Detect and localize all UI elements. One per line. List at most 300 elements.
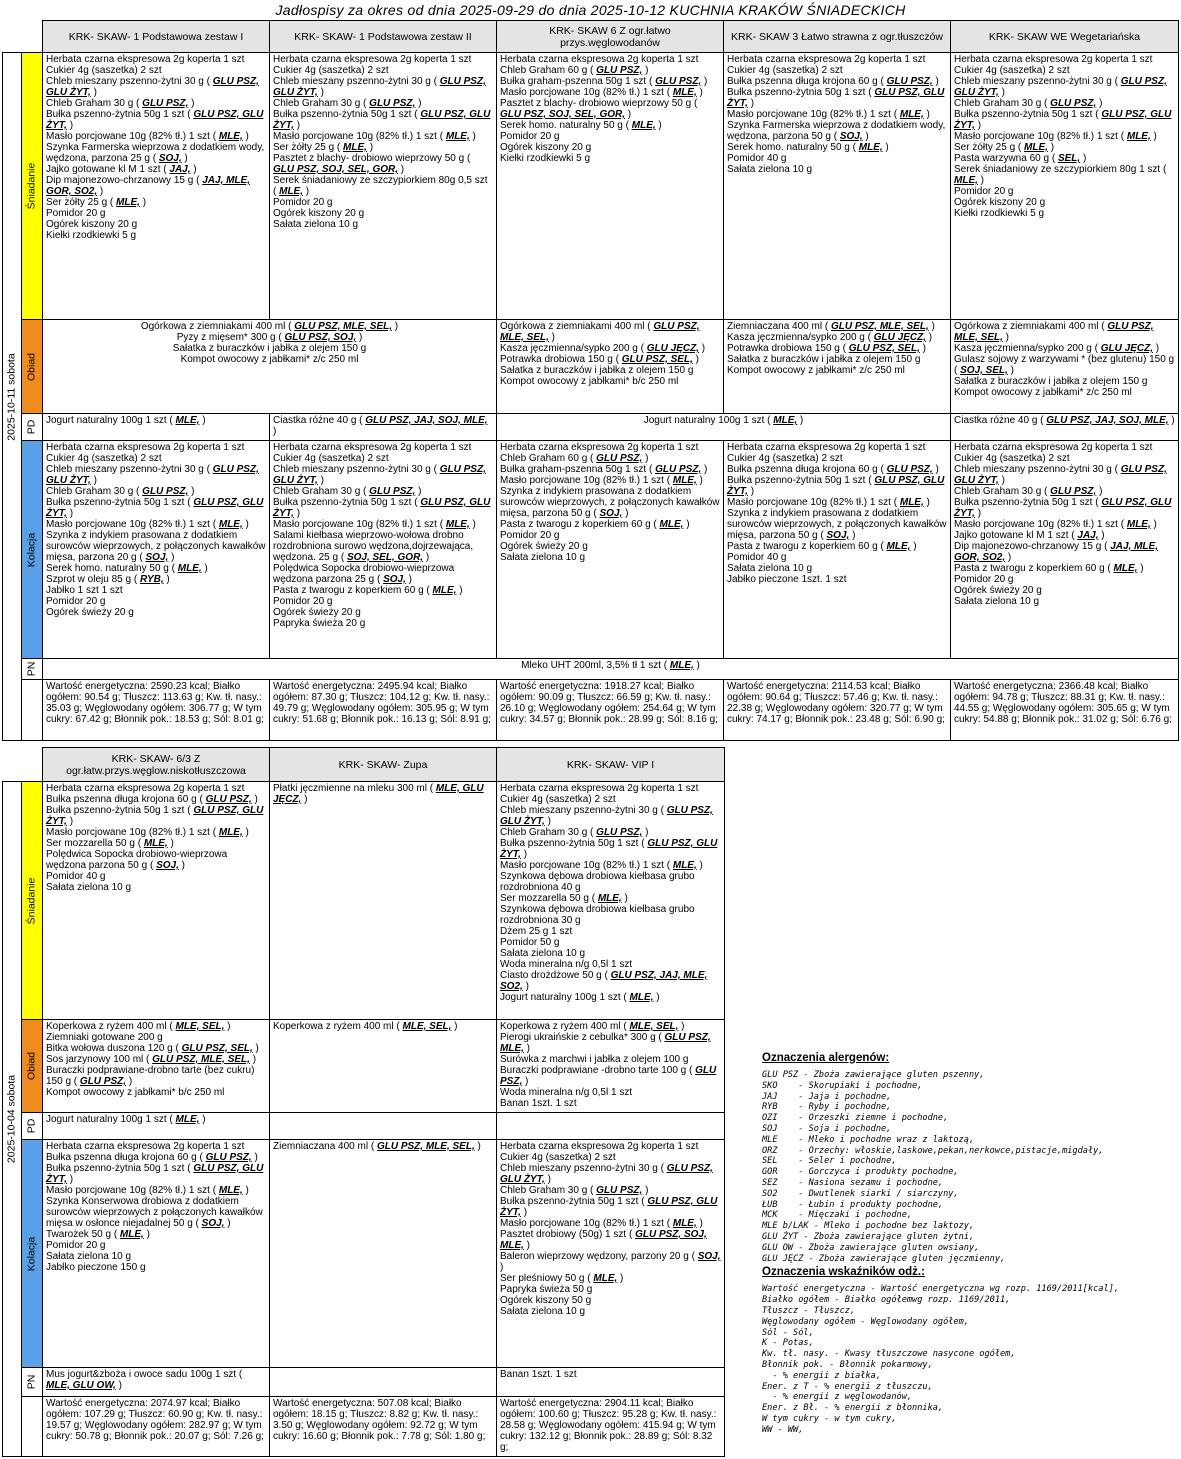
menu-item: Herbata czarna ekspresowa 2g koperta 1 szt: [500, 783, 699, 794]
allergen-codes: MLE,: [1024, 142, 1048, 153]
menu-item: Kompot owocowy z jabłkami* b/c 250 ml: [500, 376, 679, 387]
allergen-codes: GLU PSZ, SOJ, SEL, GOR,: [273, 164, 399, 175]
menu-item: Ogórkowa z ziemniakami 400 ml ( GLU PSZ, MLE, SEL, ): [500, 321, 700, 343]
menu-item: Chleb Graham 30 g ( GLU PSZ, ): [954, 486, 1103, 497]
menu-item: Dip majonezowo-chrzanowy 15 g ( JAJ, MLE, GOR, SO2, ): [954, 541, 1158, 563]
allergen-codes: GLU PSZ,: [596, 65, 643, 76]
legend-entry: GLU JĘCZ - Zboża zawierające gluten jęczmienny,: [762, 1253, 1006, 1264]
menu-item: Masło porcjowane 10g (82% tł.) 1 szt ( MLE, ): [46, 1185, 249, 1196]
legend-entry: Węglowodany ogółem - Węglowodany ogółem,: [762, 1316, 969, 1327]
menu-item: Kasza jęczmienna/sypko 200 g ( GLU JĘCZ, ): [954, 343, 1160, 354]
menu-item: Pomidor 20 g: [46, 208, 106, 219]
menu-item: Bułka pszenno-żytnia 50g 1 szt ( GLU PSZ, GLU ŻYT, ): [727, 475, 945, 497]
allergen-codes: GLU PSZ, JAJ, MLE, SO2,: [500, 970, 708, 992]
menu-cell: [951, 53, 1179, 320]
allergen-codes: MLE,: [672, 1218, 697, 1229]
menu-item: Sałatka z buraczków i jabłka z olejem 150 g: [500, 365, 694, 376]
meal-label-pn: PN: [22, 1368, 43, 1397]
menu-item: Masło porcjowane 10g (82% tł.) 1 szt ( MLE, ): [954, 519, 1157, 530]
menu-item: Kiełki rzodkiewki 5 g: [46, 230, 137, 241]
menu-item: Kompot owocowy z jabłkami* b/c 250 ml: [46, 1087, 225, 1098]
nutrition-summary: Wartość energetyczna: 2114.53 kcal; Białko ogółem: 90.64 g; Tłuszcz: 57.46 g; Kw. tł. nasy.: 22.38 g; Węglowodany ogółem: 320.77 g; W tym cukry: 74.17 g; Błonnik pok.: 23.48 g; Sól: 6.90 g;: [724, 680, 951, 741]
allergen-codes: GLU PSZ,: [1050, 486, 1097, 497]
menu-item: Masło porcjowane 10g (82% tł.) 1 szt ( MLE, ): [273, 131, 476, 142]
menu-cell: [270, 1113, 497, 1140]
legend-entry: Białko ogółem - Białko ogółemwg rozp. 1169/2011,: [762, 1295, 1011, 1306]
menu-item: Cukier 4g (saszetka) 2 szt: [954, 65, 1070, 76]
nutrition-summary: Wartość energetyczna: 1918.27 kcal; Białko ogółem: 90.09 g; Tłuszcz: 66.59 g; Kw. tł. nasy.: 26.10 g; Węglowodany ogółem: 254.64 g; W tym cukry: 34.57 g; Błonnik pok.: 28.99 g; Sól: 8.16 g;: [497, 680, 724, 741]
menu-item: Szprot w oleju 85 g ( RYB, ): [46, 574, 170, 585]
menu-item: Serek śniadaniowy ze szczypiorkiem 80g 0,5 szt ( MLE, ): [273, 175, 488, 197]
menu-item: Cukier 4g (saszetka) 2 szt: [500, 794, 616, 805]
menu-item: Buraczki podprawiane-drobno tarte (bez cukru) 150 g ( GLU PSZ, ): [46, 1065, 255, 1087]
allergen-codes: MLE,: [218, 131, 243, 142]
menu-cell: [270, 414, 497, 441]
menu-item: Masło porcjowane 10g (82% tł.) 1 szt ( MLE, ): [500, 860, 703, 871]
allergen-codes: MLE,: [659, 519, 684, 530]
legend-entry: Wartość energetyczna - Wartość energetyczna wg rozp. 1169/2011[kcal],: [762, 1284, 1119, 1295]
menu-item: Woda mineralna n/g 0,5l 1 szt: [500, 1087, 633, 1098]
allergen-codes: GLU PSZ,: [596, 1185, 643, 1196]
menu-item: Jogurt naturalny 100g 1 szt ( MLE, ): [500, 992, 660, 1003]
allergen-codes: GLU PSZ, GLU ŻYT,: [273, 76, 486, 98]
menu-item: Cukier 4g (saszetka) 2 szt: [954, 453, 1070, 464]
menu-item: Ser żółty 25 g ( MLE, ): [46, 197, 147, 208]
menu-item: Ser pleśniowy 50 g ( MLE, ): [500, 1273, 624, 1284]
allergen-codes: GLU PSZ,: [500, 1065, 717, 1087]
legend-entry: MCK - Mięczaki i pochodne,: [762, 1210, 913, 1221]
menu-item: Ser mozzarella 50 g ( MLE, ): [46, 838, 174, 849]
menu-cell: [724, 441, 951, 659]
menu-item: Sałata zielona 10 g: [46, 882, 132, 893]
menu-item: Ogórek świeży 20 g: [500, 541, 588, 552]
menu-item: Herbata czarna ekspresowa 2g koperta 1 szt: [727, 442, 926, 453]
menu-item: Masło porcjowane 10g (82% tł.) 1 szt ( MLE, ): [500, 1218, 703, 1229]
menu-item: Ogórkowa z ziemniakami 400 ml ( GLU PSZ, MLE, SEL, ): [140, 321, 399, 332]
allergen-codes: JAJ,: [1077, 530, 1099, 541]
menu-item: Ser żółty 25 g ( MLE, ): [954, 142, 1055, 153]
legend-entry: - % energii z białka,: [762, 1370, 881, 1381]
meal-label-obiad: Obiad: [22, 320, 43, 414]
menu-item: Bułka pszenna długa krojona 60 g ( GLU PSZ, ): [46, 1152, 258, 1163]
menu-item: Szynka Farmerska wieprzowa z dodatkiem wody, wędzona, parzona 25 g ( SOJ, ): [46, 142, 265, 164]
diet-header: KRK- SKAW- 6/3 Z ogr.łatw.przys.węglow.niskotłuszczowa: [43, 748, 270, 782]
menu-item: Potrawka drobiowa 150 g ( GLU PSZ, SEL, ): [727, 343, 926, 354]
menu-item: Ogórkowa z ziemniakami 400 ml ( GLU PSZ, MLE, SEL, ): [954, 321, 1154, 343]
allergen-codes: GLU PSZ, MLE, SEL,: [500, 321, 700, 343]
menu-item: Twarożek 50 g ( MLE, ): [46, 1229, 150, 1240]
menu-item: Herbata czarna ekspresowa 2g koperta 1 szt: [273, 54, 472, 65]
allergen-codes: GLU PSZ, GLU ŻYT,: [46, 1163, 264, 1185]
allergen-codes: GLU PSZ,: [205, 1152, 252, 1163]
allergen-codes: MLE,: [954, 175, 978, 186]
allergen-codes: GLU PSZ, GLU ŻYT,: [273, 464, 486, 486]
menu-cell: [270, 441, 497, 659]
meal-label-sniadanie: Śniadanie: [22, 53, 43, 320]
meal-label-empty: [22, 680, 43, 741]
menu-item: Ogórek kiszony 20 g: [46, 219, 138, 230]
menu-item: Jajko gotowane kl M 1 szt ( JAJ, ): [46, 164, 197, 175]
allergen-codes: SEL,: [1057, 153, 1081, 164]
menu-item: Pomidor 50 g: [500, 937, 560, 948]
menu-cell: [43, 659, 1179, 680]
menu-item: Serek homo. naturalny 50 g ( MLE, ): [500, 120, 662, 131]
legend-entry: ORZ - Orzechy: włoskie,laskowe,pekan,nerkowce,pistacje,migdały,: [762, 1145, 1104, 1156]
allergen-codes: GLU PSZ, GLU ŻYT,: [46, 497, 264, 519]
menu-item: Bułka pszenno-żytnia 50g 1 szt ( GLU PSZ, GLU ŻYT, ): [727, 87, 945, 109]
allergen-codes: GLU PSZ, GLU ŻYT,: [500, 805, 713, 827]
date-label: 2025-10-04 sobota: [5, 1074, 18, 1164]
nutrition-summary: Wartość energetyczna: 2074.97 kcal; Białko ogółem: 107.29 g; Tłuszcz: 60.90 g; Kw. tł. nasy.: 19.57 g; Węglowodany ogółem: 282.97 g; W tym cukry: 50.78 g; Błonnik pok.: 20.07 g; Sól: 7.26 g;: [43, 1397, 270, 1457]
legend-entry: SOJ - Soja i pochodne,: [762, 1123, 892, 1134]
menu-item: Pomidor 20 g: [500, 131, 560, 142]
menu-item: Chleb Graham 30 g ( GLU PSZ, ): [273, 98, 422, 109]
allergen-codes: MLE,: [631, 120, 656, 131]
menu-item: Papryka świeża 50 g: [500, 1284, 593, 1295]
menu-item: Polędwica Sopocka drobiowo-wieprzowa wędzona parzona 50 g ( SOJ, ): [46, 849, 228, 871]
menu-cell: [497, 53, 724, 320]
menu-item: Ogórek kiszony 50 g: [500, 1295, 592, 1306]
diet-header: KRK- SKAW 3 Łatwo strawna z ogr.tłuszczów: [724, 21, 951, 53]
menu-item: Szynka z indykiem prasowana z dodatkiem surowców wieprzowych, z połączonych kawałków mięsa, parzona 50 g ( SOJ, ): [500, 486, 720, 519]
allergen-codes: MLE,: [143, 838, 168, 849]
menu-item: Gulasz sojowy z warzywami * (bez glutenu) 150 g ( SOJ, SEL, ): [954, 354, 1175, 376]
menu-item: Jabłko pieczone 1szt. 1 szt: [727, 574, 847, 585]
menu-cell: [43, 1140, 270, 1368]
menu-item: Mleko UHT 200ml, 3,5% tł 1 szt ( MLE, ): [521, 660, 700, 671]
menu-item: Sos jarzynowy 100 ml ( GLU PSZ, MLE, SEL, ): [46, 1054, 257, 1065]
menu-item: Masło porcjowane 10g (82% tł.) 1 szt ( MLE, ): [500, 475, 703, 486]
menu-item: Koperkowa z ryżem 400 ml ( MLE, SEL, ): [46, 1021, 231, 1032]
menu-item: Cukier 4g (saszetka) 2 szt: [46, 65, 162, 76]
menu-item: Herbata czarna ekspresowa 2g koperta 1 szt: [954, 442, 1153, 453]
menu-item: Pierogi ukraińskie z cebulka* 300 g ( GLU PSZ, MLE, ): [500, 1032, 711, 1054]
menu-item: Ciastka różne 40 g ( GLU PSZ, JAJ, SOJ, MLE, ): [954, 415, 1175, 426]
indicators-list: [762, 1284, 1177, 1435]
menu-item: Koperkowa z ryżem 400 ml ( MLE, SEL, ): [500, 1021, 685, 1032]
menu-cell: [951, 441, 1179, 659]
menu-item: Kasza jęczmienna/sypko 200 g ( GLU JĘCZ, ): [500, 343, 706, 354]
allergen-codes: SOJ,: [839, 131, 863, 142]
allergen-codes: GLU PSZ,: [886, 76, 933, 87]
menu-item: Chleb mieszany pszenno-żytni 30 g ( GLU PSZ, GLU ŻYT, ): [46, 464, 259, 486]
allergen-codes: GLU PSZ, GLU ŻYT,: [273, 497, 491, 519]
legend-entry: W tym cukry - w tym cukry,: [762, 1413, 897, 1424]
allergen-codes: MLE,: [899, 497, 924, 508]
allergen-codes: GLU PSZ, GLU ŻYT,: [500, 838, 718, 860]
menu-item: Bułka pszenno-żytnia 50g 1 szt ( GLU PSZ, GLU ŻYT, ): [954, 109, 1172, 131]
legend-entry: SKO - Skorupiaki i pochodne,: [762, 1080, 923, 1091]
legend-entry: - % energii z węglowodanów,: [762, 1392, 913, 1403]
legend-entry: GOR - Gorczyca i produkty pochodne,: [762, 1167, 959, 1178]
menu-item: Ogórek kiszony 20 g: [500, 142, 592, 153]
legend-entry: GLU ŻYT - Zboża zawierające gluten żytni,: [762, 1231, 975, 1242]
menu-item: Chleb mieszany pszenno-żytni 30 g ( GLU PSZ, GLU ŻYT, ): [954, 76, 1167, 98]
allergen-codes: GLU PSZ,: [596, 453, 643, 464]
allergen-codes: GLU PSZ, SOJ,: [284, 332, 357, 343]
menu-cell: [724, 53, 951, 320]
menu-item: Sałata zielona 10 g: [500, 552, 586, 563]
menu-item: Masło porcjowane 10g (82% tł.) 1 szt ( MLE, ): [273, 519, 476, 530]
menu-item: Bułka graham-pszenna 50g 1 szt ( GLU PSZ, ): [500, 76, 708, 87]
legend-entry: SEZ - Nasiona sezamu i pochodne,: [762, 1177, 944, 1188]
legend-entry: RYB - Ryby i pochodne,: [762, 1102, 892, 1113]
menu-cell: [270, 53, 497, 320]
menu-item: Bułka pszenno-żytnia 50g 1 szt ( GLU PSZ, GLU ŻYT, ): [954, 497, 1172, 519]
allergens-list: [762, 1070, 1177, 1264]
menu-cell: [951, 320, 1179, 414]
menu-item: Herbata czarna ekspresowa 2g koperta 1 szt: [46, 1141, 245, 1152]
menu-item: Sałata zielona 10 g: [273, 219, 359, 230]
allergen-codes: MLE, GLU OW,: [46, 1380, 116, 1391]
allergen-codes: SOJ,: [697, 1251, 721, 1262]
allergen-codes: GLU PSZ, SOJ, SEL, GOR,: [500, 109, 626, 120]
meal-label-pn: PN: [22, 659, 43, 680]
nutrition-summary: Wartość energetyczna: 507.08 kcal; Białko ogółem: 18.15 g; Tłuszcz: 8.82 g; Kw. tł. nasy.: 3.50 g; Węglowodany ogółem: 92.72 g; W tym cukry: 16.60 g; Błonnik pok.: 7.78 g; Sól: 1.80 g;: [270, 1397, 497, 1457]
date-label: 2025-10-11 sobota: [5, 352, 18, 441]
menu-item: Kiełki rzodkiewki 5 g: [954, 208, 1045, 219]
allergen-codes: MLE,: [445, 131, 470, 142]
menu-cell: [497, 1020, 725, 1113]
menu-item: Bułka pszenno-żytnia 50g 1 szt ( GLU PSZ, GLU ŻYT, ): [273, 497, 491, 519]
allergen-codes: GLU PSZ,: [142, 486, 189, 497]
menu-item: Pyzy z mięsem* 300 g ( GLU PSZ, SOJ, ): [176, 332, 363, 343]
menu-item: Sałata zielona 10 g: [500, 1306, 586, 1317]
menu-cell: [43, 414, 270, 441]
menu-item: Bułka pszenno-żytnia 50g 1 szt ( GLU PSZ, GLU ŻYT, ): [46, 1163, 264, 1185]
menu-item: Chleb Graham 30 g ( GLU PSZ, ): [46, 486, 195, 497]
allergen-codes: GLU PSZ, GLU ŻYT,: [46, 805, 264, 827]
menu-item: Pasztet z blachy- drobiowo wieprzowy 50 g ( GLU PSZ, SOJ, SEL, GOR, ): [500, 98, 698, 120]
legend-entry: Ener. z Bł. - % energii z błonnika,: [762, 1403, 944, 1414]
allergen-codes: MLE,: [119, 1229, 144, 1240]
menu-item: Serek homo. naturalny 50 g ( MLE, ): [727, 142, 889, 153]
menu-cell: [497, 441, 724, 659]
menu-item: Pomidor 20 g: [273, 596, 333, 607]
menu-cell: [497, 1113, 725, 1140]
allergen-codes: SOJ,: [201, 1218, 225, 1229]
allergen-codes: GLU PSZ, MLE, SEL,: [376, 1141, 475, 1152]
menu-item: Herbata czarna ekspresowa 2g koperta 1 szt: [500, 1141, 699, 1152]
menu-cell: [43, 441, 270, 659]
menu-item: Ogórek kiszony 20 g: [273, 208, 365, 219]
menu-cell: [497, 782, 725, 1020]
allergen-codes: JAJ, MLE, GOR, SO2,: [46, 175, 250, 197]
legend-entry: WW - WW,: [762, 1424, 804, 1435]
menu-cell: [497, 414, 951, 441]
allergen-codes: GLU PSZ, JAJ, SOJ, MLE,: [1046, 415, 1169, 426]
allergen-codes: SOJ, SEL, GOR,: [346, 552, 424, 563]
meal-label-kolacja: Kolacja: [22, 1140, 43, 1368]
menu-cell: [270, 1368, 497, 1397]
menu-item: Herbata czarna ekspresowa 2g koperta 1 szt: [727, 54, 926, 65]
diet-header: KRK- SKAW- Zupa: [270, 748, 497, 782]
menu-item: Jogurt naturalny 100g 1 szt ( MLE, ): [46, 415, 206, 426]
allergen-codes: GLU PSZ, GLU ŻYT,: [954, 76, 1167, 98]
allergen-codes: SOJ,: [826, 530, 850, 541]
menu-item: Herbata czarna ekspresowa 2g koperta 1 szt: [46, 442, 245, 453]
indicators-title: Oznaczenia wskaźników odż.:: [762, 1266, 925, 1279]
menu-item: Jabłko 1 szt 1 szt: [46, 585, 123, 596]
nutrition-summary: Wartość energetyczna: 2495.94 kcal; Białko ogółem: 87.30 g; Tłuszcz: 104.12 g; Kw. tł. nasy.: 49.79 g; Węglowodany ogółem: 305.95 g; W tym cukry: 51.68 g; Błonnik pok.: 16.13 g; Sól: 8.91 g;: [270, 680, 497, 741]
menu-item: Serek homo. naturalny 50 g ( MLE, ): [46, 563, 208, 574]
menu-item: Jogurt naturalny 100g 1 szt ( MLE, ): [643, 415, 804, 426]
menu-item: Masło porcjowane 10g (82% tł.) 1 szt ( MLE, ): [46, 519, 249, 530]
allergen-codes: GLU PSZ, GLU ŻYT,: [46, 76, 259, 98]
menu-item: Pomidor 20 g: [500, 530, 560, 541]
allergen-codes: GLU PSZ,: [655, 464, 702, 475]
menu-item: Pomidor 40 g: [727, 552, 787, 563]
legend: [762, 1052, 1177, 1436]
menu-item: Pomidor 20 g: [273, 197, 333, 208]
menu-item: Sałata zielona 10 g: [727, 563, 813, 574]
diet-header: KRK- SKAW 6 Z ogr.łatwo przys.węglowodanów: [497, 21, 724, 53]
menu-cell: [43, 53, 270, 320]
legend-entry: K - Potas,: [762, 1338, 814, 1349]
menu-item: Pasta z twarogu z koperkiem 60 g ( MLE, ): [273, 585, 463, 596]
menu-item: Baleron wieprzowy wędzony, parzony 20 g ( SOJ, ): [500, 1251, 721, 1273]
menu-item: Bitka wołowa duszona 120 g ( GLU PSZ, SEL, ): [46, 1043, 259, 1054]
menu-item: Polędwica Sopocka drobiowo-wieprzowa wędzona parzona 25 g ( SOJ, ): [273, 563, 455, 585]
legend-entry: GLU PSZ - Zboża zawierające gluten pszenny,: [762, 1070, 985, 1080]
legend-entry: ŁUB - Łubin i produkty pochodne,: [762, 1199, 944, 1210]
menu-item: Bułka pszenno-żytnia 50g 1 szt ( GLU PSZ, GLU ŻYT, ): [500, 838, 718, 860]
allergen-codes: GLU PSZ, SEL,: [181, 1043, 253, 1054]
allergen-codes: RYB,: [139, 574, 164, 585]
legend-entry: Błonnik pok. - Błonnik pokarmowy,: [762, 1359, 933, 1370]
menu-item: Pasta z twarogu z koperkiem 60 g ( MLE, ): [500, 519, 690, 530]
menu-item: Koperkowa z ryżem 400 ml ( MLE, SEL, ): [273, 1021, 458, 1032]
menu-item: Ciastka różne 40 g ( GLU PSZ, JAJ, SOJ, MLE, ): [273, 415, 488, 437]
allergen-codes: MLE,: [218, 827, 243, 838]
allergen-codes: MLE,: [886, 541, 911, 552]
allergen-codes: MLE,: [116, 197, 140, 208]
diet-header: KRK- SKAW- 1 Podstawowa zestaw I: [43, 21, 270, 53]
menu-item: Chleb mieszany pszenno-żytni 30 g ( GLU PSZ, GLU ŻYT, ): [46, 76, 259, 98]
menu-item: Szynkowa dębowa drobiowa kiełbasa grubo rozdrobniona 40 g: [500, 871, 695, 893]
menu-cell: [270, 1140, 497, 1368]
allergen-codes: MLE,: [593, 1273, 618, 1284]
allergen-codes: MLE,: [1113, 563, 1138, 574]
page-title: Jadłospisy za okres od dnia 2025-09-29 do dnia 2025-10-12 KUCHNIA KRAKÓW ŚNIADECKICH: [275, 2, 906, 18]
menu-item: Chleb mieszany pszenno-żytni 30 g ( GLU PSZ, GLU ŻYT, ): [954, 464, 1167, 486]
menu-item: Kompot owocowy z jabłkami* z/c 250 ml: [954, 387, 1132, 398]
allergen-codes: MLE,: [343, 142, 367, 153]
menu-cell: [270, 1020, 497, 1113]
legend-entry: GLU OW - Zboża zawierające gluten owsiany,: [762, 1242, 980, 1253]
menu-item: Chleb Graham 30 g ( GLU PSZ, ): [46, 98, 195, 109]
allergen-codes: GLU PSZ, MLE, SEL,: [294, 321, 393, 332]
meal-label-kolacja: Kolacja: [22, 441, 43, 659]
allergen-codes: GLU PSZ, GLU ŻYT,: [46, 109, 264, 131]
allergen-codes: GLU JĘCZ,: [646, 343, 699, 354]
menu-item: Bułka pszenno-żytnia 50g 1 szt ( GLU PSZ, GLU ŻYT, ): [46, 805, 264, 827]
legend-entry: JAJ - Jaja i pochodne,: [762, 1091, 892, 1102]
allergen-codes: MLE,: [669, 660, 694, 671]
menu-cell: [270, 782, 497, 1020]
menu-item: Chleb mieszany pszenno-żytni 30 g ( GLU PSZ, GLU ŻYT, ): [500, 805, 713, 827]
allergen-codes: GLU PSZ,: [142, 98, 189, 109]
legend-entry: MLE - Mleko i pochodne wraz z laktozą,: [762, 1134, 975, 1145]
allergen-codes: GLU PSZ,: [369, 98, 416, 109]
menu-item: Sałatka z buraczków i jabłka z olejem 150 g: [954, 376, 1148, 387]
allergen-codes: GLU PSZ, MLE, SEL,: [830, 321, 929, 332]
diet-header: KRK- SKAW- 1 Podstawowa zestaw II: [270, 21, 497, 53]
menu-item: Chleb mieszany pszenno-żytni 30 g ( GLU PSZ, GLU ŻYT, ): [273, 464, 486, 486]
menu-cell: [43, 1020, 270, 1113]
menu-item: Bułka pszenno-żytnia 50g 1 szt ( GLU PSZ, GLU ŻYT, ): [500, 1196, 718, 1218]
menu-item: Chleb mieszany pszenno-żytni 30 g ( GLU PSZ, GLU ŻYT, ): [273, 76, 486, 98]
meal-label-pd: PD: [22, 1113, 43, 1140]
allergen-codes: GLU PSZ, MLE,: [500, 1032, 711, 1054]
menu-item: Dip majonezowo-chrzanowy 15 g ( JAJ, MLE, GOR, SO2, ): [46, 175, 250, 197]
allergen-codes: GLU PSZ,: [1050, 98, 1097, 109]
menu-item: Masło porcjowane 10g (82% tł.) 1 szt ( MLE, ): [46, 827, 249, 838]
menu-item: Woda mineralna n/g 0,5l 1 szt: [500, 959, 633, 970]
allergen-codes: SOJ,: [145, 552, 169, 563]
menu-item: Bułka pszenno-żytnia 50g 1 szt ( GLU PSZ, GLU ŻYT, ): [46, 497, 264, 519]
allergen-codes: MLE,: [858, 142, 883, 153]
menu-cell: [43, 1368, 270, 1397]
allergen-codes: GLU PSZ, SOJ, MLE,: [500, 1229, 707, 1251]
menu-item: Szynka z indykiem prasowana z dodatkiem surowców wieprzowych, z połączonych kawałków mięsa, parzona 50 g ( SOJ, ): [727, 508, 947, 541]
menu-item: Pasztet drobiowy (50g) 1 szt ( GLU PSZ, SOJ, MLE, ): [500, 1229, 707, 1251]
allergen-codes: MLE,: [175, 415, 200, 426]
allergen-codes: MLE,: [672, 475, 697, 486]
allergen-codes: GLU PSZ, JAJ, SOJ, MLE,: [365, 415, 488, 426]
menu-item: Cukier 4g (saszetka) 2 szt: [46, 453, 162, 464]
menu-item: Banan 1szt. 1 szt: [500, 1369, 577, 1380]
menu-item: Chleb mieszany pszenno-żytni 30 g ( GLU PSZ, GLU ŻYT, ): [500, 1163, 713, 1185]
menu-item: Salami kiełbasa wieprzowo-wołowa drobno rozdrobniona surowo wędzona,dojrzewająca, wędzona. 25 g ( SOJ, SEL, GOR, ): [273, 530, 474, 563]
allergen-codes: GLU PSZ, SEL,: [621, 354, 693, 365]
menu-item: Szynka z indykiem prasowana z dodatkiem surowców wieprzowych, z połączonych kawałków mięsa, parzona 20 g ( SOJ, ): [46, 530, 266, 563]
menu-item: Pasta z twarogu z koperkiem 60 g ( MLE, ): [954, 563, 1144, 574]
menu-item: Jajko gotowane kl M 1 szt ( JAJ, ): [954, 530, 1105, 541]
allergen-codes: MLE,: [629, 992, 654, 1003]
menu-item: Ziemniaczana 400 ml ( GLU PSZ, MLE, SEL, ): [273, 1141, 481, 1152]
allergen-codes: GLU PSZ,: [886, 464, 933, 475]
allergen-codes: GLU JĘCZ,: [873, 332, 926, 343]
menu-item: Szynka Farmerska wieprzowa z dodatkiem wody, wędzona, parzona 50 g ( SOJ, ): [727, 120, 946, 142]
allergen-codes: MLE,: [218, 519, 243, 530]
menu-item: Pomidor 20 g: [46, 1240, 106, 1251]
allergen-codes: SOJ,: [158, 153, 182, 164]
menu-item: Jogurt naturalny 100g 1 szt ( MLE, ): [46, 1114, 206, 1125]
allergen-codes: JAJ, MLE, GOR, SO2,: [954, 541, 1158, 563]
menu-cell: [724, 320, 951, 414]
nutrition-summary: Wartość energetyczna: 2904.11 kcal; Białko ogółem: 100.60 g; Tłuszcz: 95.28 g; Kw. tł. nasy.: 28.58 g; Węglowodany ogółem: 415.94 g; W tym cukry: 132.12 g; Błonnik pok.: 28.89 g; Sól: 8.32 g;: [497, 1397, 725, 1457]
menu-item: Masło porcjowane 10g (82% tł.) 1 szt ( MLE, ): [954, 131, 1157, 142]
menu-item: Bułka pszenna długa krojona 60 g ( GLU PSZ, ): [727, 464, 939, 475]
menu-item: Płatki jęczmienne na mleku 300 ml ( MLE, GLU JĘCZ, ): [273, 783, 484, 805]
nutrition-summary: Wartość energetyczna: 2590.23 kcal; Białko ogółem: 90.54 g; Tłuszcz: 113.63 g; Kw. tł. nasy.: 35.03 g; Węglowodany ogółem: 306.77 g; W tym cukry: 67.42 g; Błonnik pok.: 18.53 g; Sól: 8.01 g;: [43, 680, 270, 741]
allergen-codes: MLE,: [672, 87, 697, 98]
allergen-codes: GLU PSZ, SEL,: [848, 343, 920, 354]
allergen-codes: MLE, SEL,: [175, 1021, 225, 1032]
legend-entry: Kw. tł. nasy. - Kwasy tłuszczowe nasycone ogółem,: [762, 1349, 1016, 1360]
allergen-codes: MLE,: [1126, 519, 1151, 530]
allergen-codes: SOJ,: [599, 508, 623, 519]
menu-item: Ciasto drożdżowe 50 g ( GLU PSZ, JAJ, MLE, SO2, ): [500, 970, 708, 992]
menu-cell: [497, 1140, 725, 1368]
menu-item: Potrawka drobiowa 150 g ( GLU PSZ, SEL, ): [500, 354, 699, 365]
allergen-codes: MLE,: [432, 585, 457, 596]
menu-item: Herbata czarna ekspresowa 2g koperta 1 szt: [46, 54, 245, 65]
legend-entry: Ener. z T - % energii z tłuszczu,: [762, 1381, 933, 1392]
allergen-codes: MLE,: [218, 1185, 243, 1196]
allergen-codes: MLE,: [279, 186, 303, 197]
